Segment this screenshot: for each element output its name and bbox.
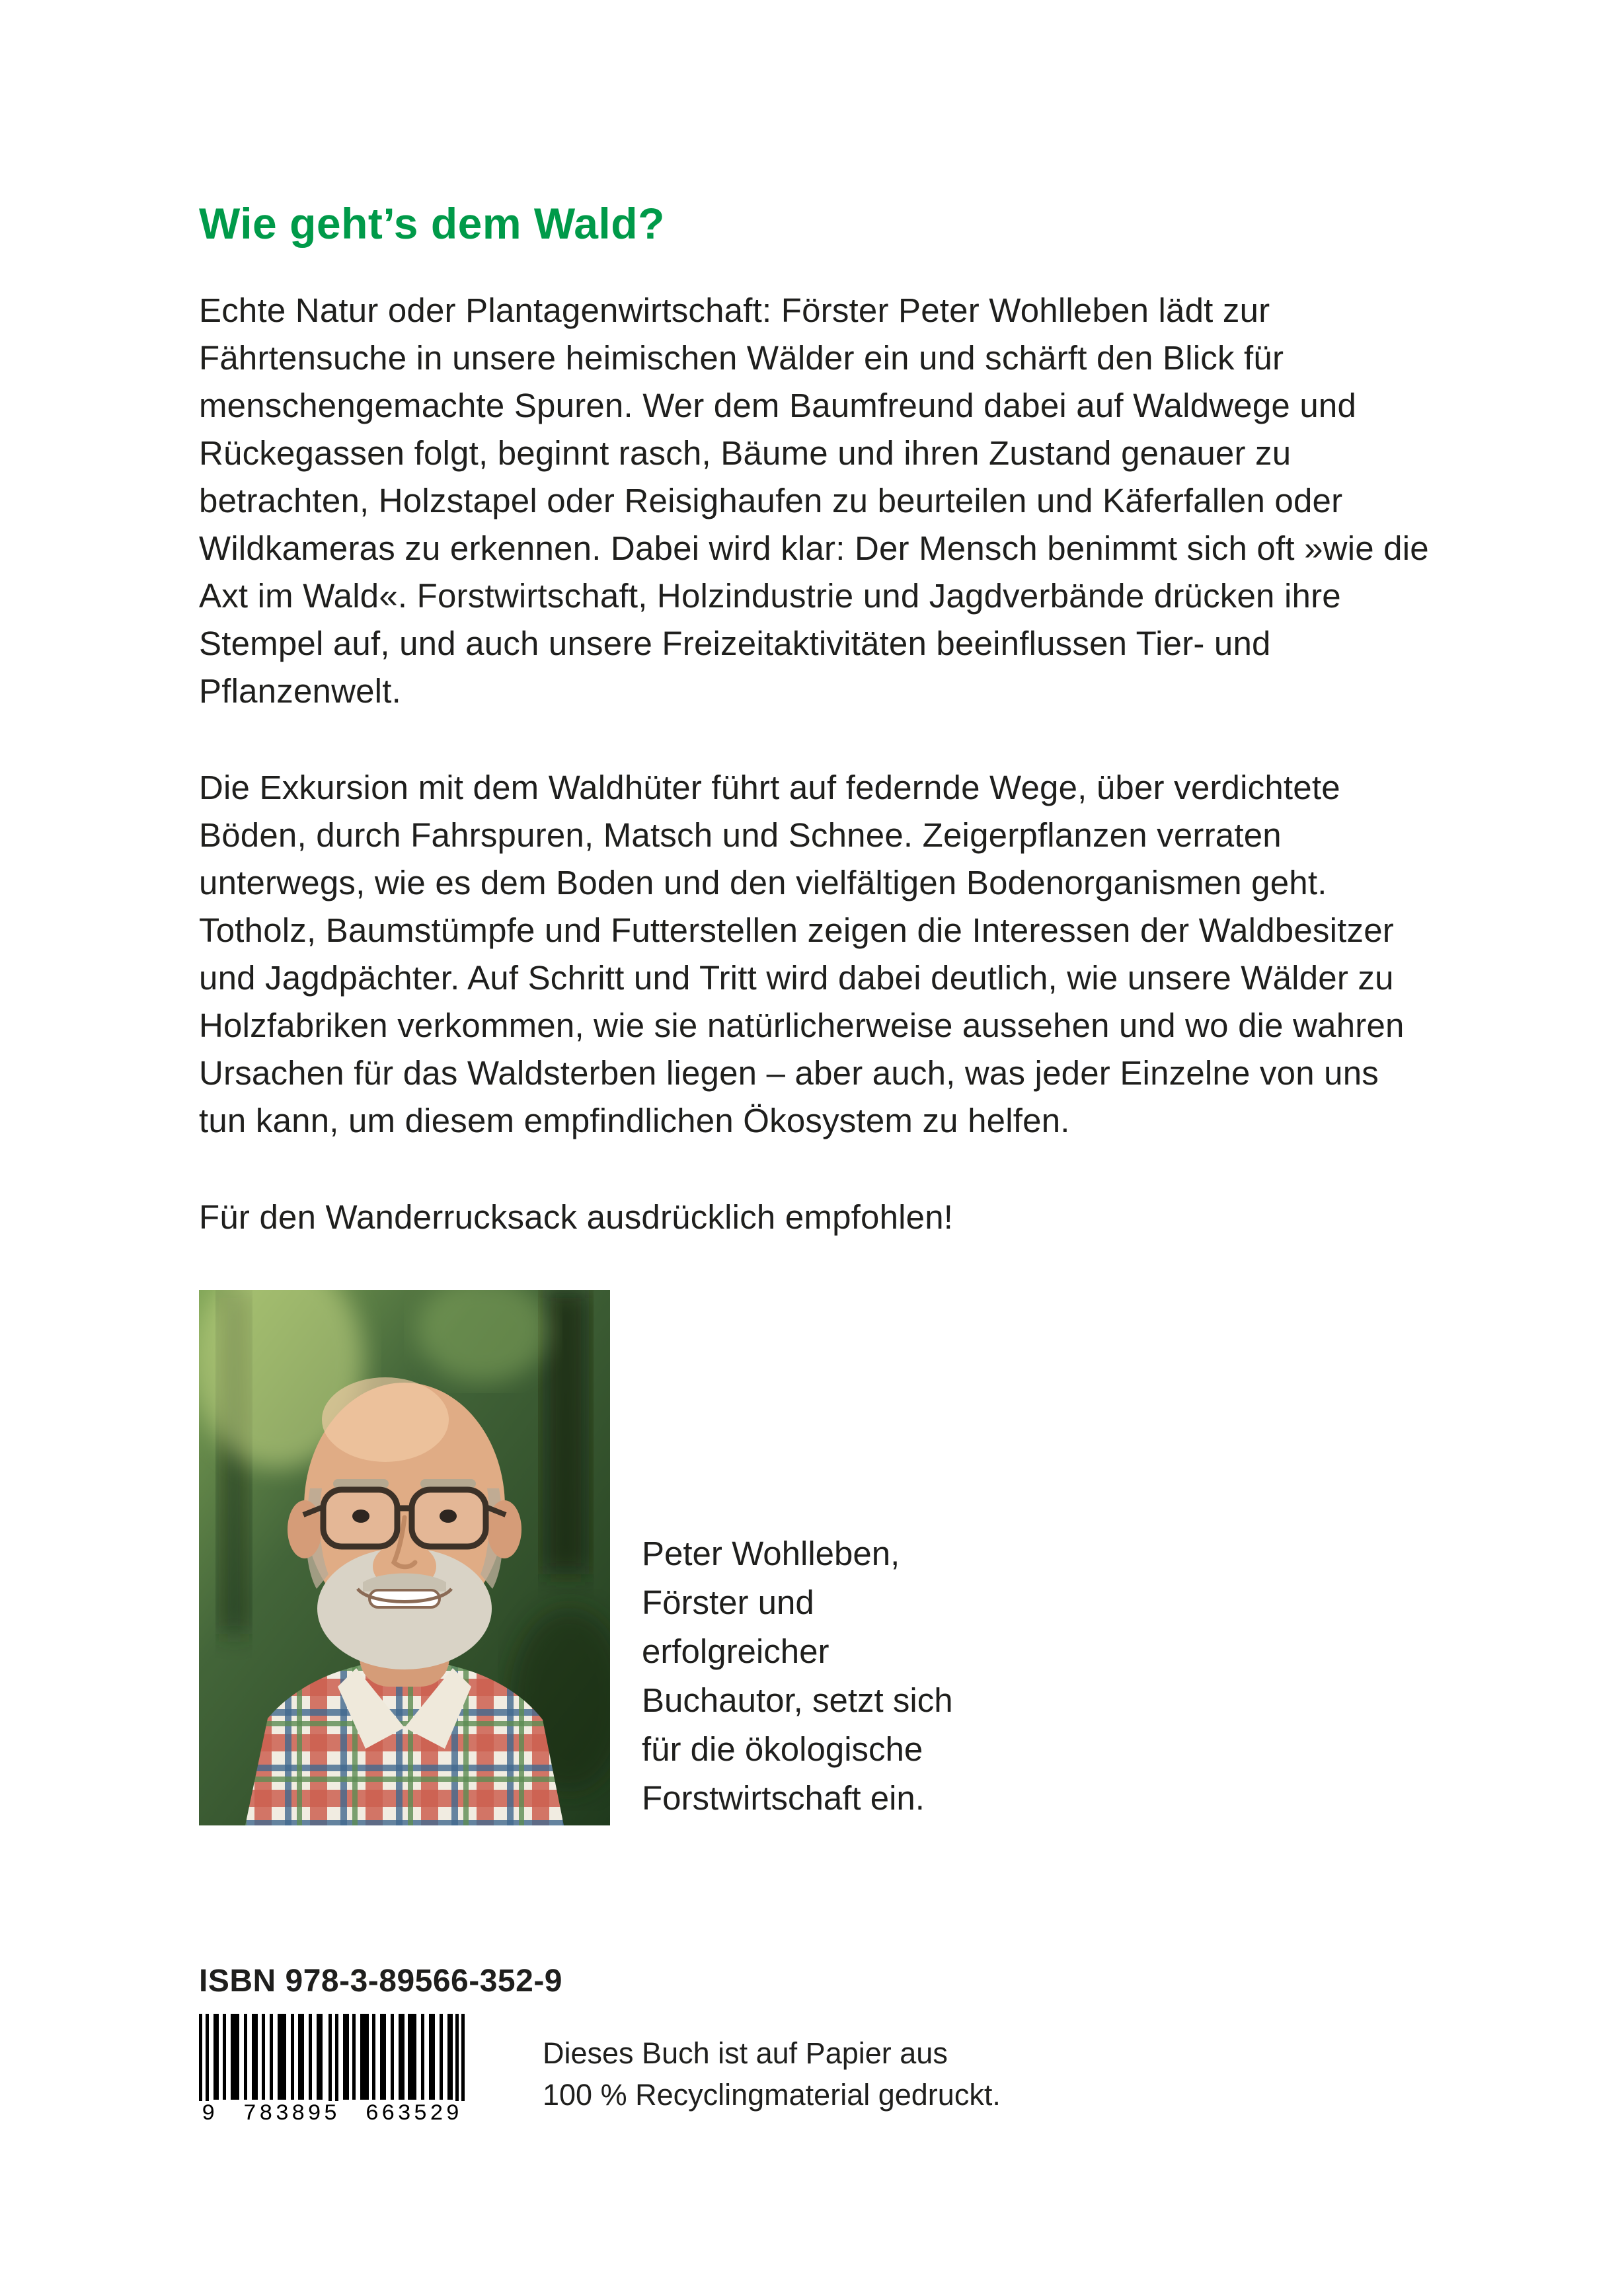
author-section [199, 1290, 1428, 1825]
blurb-paragraph-1: Echte Natur oder Plantagenwirtschaft: Förster Peter Wohlleben lädt zur Fährtensuche in unsere heimischen Wälder ein und schärft den Blick für menschengemachte Spuren. Wer dem Baumfreund dabei auf Waldwege und Rückegassen folgt, beginnt rasch, Bäume und ihren Zustand genauer zu betrachten, Holzstapel oder Reisighaufen zu beurteilen und Käferfallen oder Wildkameras zu erkennen. Dabei wird klar: Der Mensch benimmt sich oft »wie die Axt im Wald«. Forstwirtschaft, Holzindustrie und Jagdverbände drücken ihre Stempel auf, und auch unsere Freizeitaktivitäten beeinflussen Tier- und Pflanzenwelt. [199, 291, 1429, 710]
blurb-text [199, 287, 1430, 1241]
isbn-label: ISBN 978-3-89566-352-9 [199, 1964, 562, 1999]
blurb-paragraph-2: Die Exkursion mit dem Waldhüter führt auf federnde Wege, über verdichtete Böden, durch Fahrspuren, Matsch und Schnee. Zeigerpflanzen verraten unterwegs, wie es dem Boden und den vielfältigen Bodenorganismen geht. Totholz, Baumstümpfe und Futterstellen zeigen die Interessen der Waldbesitzer und Jagdpächter. Auf Schritt und Tritt wird dabei deutlich, wie unsere Wälder zu Holzfabriken verkommen, wie sie natürlicherweise aussehen und wo die wahren Ursachen für das Waldsterben liegen – aber auch, was jeder Einzelne von uns tun kann, um diesem empfindlichen Ökosystem zu helfen. [199, 769, 1405, 1139]
author-caption-line: erfolgreicher [642, 1632, 829, 1670]
author-caption [642, 1529, 953, 1823]
barcode-digits [199, 2101, 465, 2127]
author-caption-line: Forstwirtschaft ein. [642, 1779, 925, 1817]
author-caption-line: für die ökologische [642, 1730, 923, 1768]
barcode-section [199, 2014, 1428, 2127]
author-caption-line: Förster und [642, 1584, 814, 1621]
barcode-digit-group: 783895 [241, 2101, 342, 2127]
barcode-digit-group: 663529 [363, 2101, 465, 2127]
headline: Wie geht’s dem Wald? [199, 199, 665, 248]
author-caption-line: Peter Wohlleben, [642, 1535, 900, 1572]
barcode-digit-group: 9 [199, 2101, 220, 2127]
blurb-paragraph-3: Für den Wanderrucksack ausdrücklich empfohlen! [199, 1198, 954, 1236]
recycling-note [543, 2032, 1001, 2116]
recycling-note-line: Dieses Buch ist auf Papier aus [543, 2036, 948, 2070]
author-portrait-photo [199, 1290, 610, 1825]
recycling-note-line: 100 % Recyclingmaterial gedruckt. [543, 2078, 1001, 2112]
author-caption-line: Buchautor, setzt sich [642, 1681, 953, 1719]
ean-barcode [199, 2014, 465, 2127]
